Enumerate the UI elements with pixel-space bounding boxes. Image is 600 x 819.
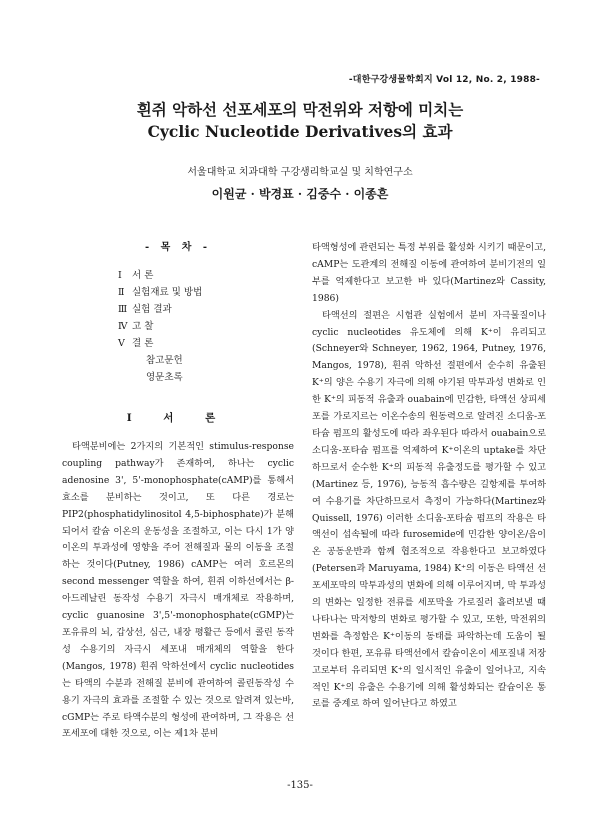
toc-item-label: 서 론 <box>132 270 154 281</box>
page-number: -135- <box>287 780 313 791</box>
toc-heading: - 목 차 - <box>144 242 212 253</box>
affiliation: 서울대학교 치과대학 구강생리학교실 및 치학연구소 <box>187 167 413 178</box>
toc-sub-abstract: 영문초록 <box>146 372 183 383</box>
journal-header: -대한구강생물학회지 Vol 12, No. 2, 1988- <box>348 75 540 85</box>
toc-item-number: Ⅳ <box>118 321 128 332</box>
toc-item <box>62 301 294 318</box>
authors: 이원균 · 박경표 · 김중수 · 이종흔 <box>211 187 389 201</box>
paragraph: 타액분비에는 2가지의 기본적인 stimulus-response coupling pathway가 존재하여, 하나는 cyclic adenosine 3', 5'-monophosphate(cAMP)를 통해서 효소를 분비하는 것이고, 또 다른 경로는 PIP2(phosphatidylinositol 4,5-biphosphate)가 분해되어서 칼슘 이온의 운동성을 조절하고, 이는 다시 1가 양이온의 투과성에 영향을 주어 전해질과 물의 이동을 조절하는 것이다(Putney, 1986) cAMP는 여러 호르몬의 second messenger 역할을 하여, 흰쥐 이하선에서는 β-아드레날린 동작성 수용기 자극시 매개체로 작용하며, cyclic guanosine 3',5'-monophosphate(cGMP)는 포유류의 뇌, 갑상선, 심근, 내장 평활근 등에서 콜린 동작성 수용기의 자극시 세포내 매개체의 역할을 한다(Mangos, 1978) 흰쥐 악하선에서 cyclic nucleotides는 타액의 수분과 전해질 분비에 관여하여 콜린동작성 수용기 자극의 효과를 조절할 수 있는 것으로 알려져 있는바, cGMP는 주로 타액수분의 형성에 관여하며, 그 작용은 선포세포에 대한 것으로, 이는 제1차 분비 <box>62 441 294 740</box>
toc-item <box>62 318 294 335</box>
toc-item-number: Ⅱ <box>118 287 125 298</box>
toc-item-label: 결 론 <box>132 338 154 349</box>
introduction-body <box>62 439 294 743</box>
toc-item-label: 실험재료 및 방법 <box>132 287 203 298</box>
body-continued <box>312 240 546 713</box>
section-heading-introduction: I 서 론 <box>126 412 230 424</box>
toc-item <box>62 267 294 284</box>
paragraph: 타액형성에 관련되는 특정 부위를 활성화 시키기 때문이고, cAMP는 도관계의 전해질 이동에 관여하여 분비기전의 일부를 억제한다고 보고한 바 있다(Martinez와 Cassity, 1986) <box>312 242 546 304</box>
right-column <box>312 240 546 713</box>
toc-item-label: 고 찰 <box>132 321 154 332</box>
toc-item-label: 실험 결과 <box>132 304 172 315</box>
toc-item-number: I <box>118 270 122 281</box>
paragraph: 타액선의 절편은 시험관 실험에서 분비 자극물질이나 cyclic nucleotides 유도체에 의해 K⁺이 유리되고(Schneyer와 Schneyer, 1962, 1964, Putney, 1976, Mangos, 1978), 흰쥐 악하선 절편에서 순수히 유출된 K⁺의 양은 수용기 자극에 의해 야기된 막투과성 변화로 인한 K⁺의 피동적 유출과 ouabain에 민감한, 타액선 상피세포를 가로지르는 이온수송의 원동력으로 알려진 소디움-포타슘 펌프의 활성도에 따라 좌우된다 따라서 ouabain으로 소디움-포타슘 펌프를 억제하여 K⁺이온의 uptake를 차단하므로서 순수한 K⁺의 피동적 유출정도를 평가할 수 있고(Martinez 등, 1976), 능동적 흡수량은 길항제를 투여하여 수용기를 차단하므로서 측정이 가능하다(Martinez와 Quissell, 1976) 이러한 소디움-포타슘 펌프의 작용은 타액선이 섭속될에 따라 furosemide에 민감한 양이온/음이온 공동운반과 함께 협조적으로 작용한다고 보고하였다(Petersen과 Maruyama, 1984) K⁺의 이동은 타액선 선포세포막의 막투과성의 변화에 의해 이루어지며, 막 투과성의 변화는 일정한 전류를 세포막을 가로질러 흘려보낼 때 나타나는 막저항의 변화로 평가할 수 있고, 또한, 막전위의 변화를 측정함은 K⁺이동의 동태를 파악하는데 도움이 될 것이다 한편, 포유류 타액선에서 칼슘이온이 세포질내 저장고로부터 유리되면 K⁺의 일시적인 유출이 일어나고, 지속적인 K⁺의 유출은 수용기에 의해 활성화되는 칼슘이온 통로를 중계로 하여 일어난다고 하였고 <box>312 309 546 710</box>
title-english: Cyclic Nucleotide Derivatives의 효과 <box>147 122 453 141</box>
toc-item <box>62 284 294 301</box>
title-korean: 흰쥐 악하선 선포세포의 막전위와 저항에 미치는 <box>136 100 464 119</box>
toc-item-number: V <box>118 338 125 349</box>
toc-item-number: Ⅲ <box>118 304 128 315</box>
left-column <box>62 238 294 743</box>
toc-item <box>62 335 294 352</box>
toc-sub-references: 참고문헌 <box>146 355 183 366</box>
